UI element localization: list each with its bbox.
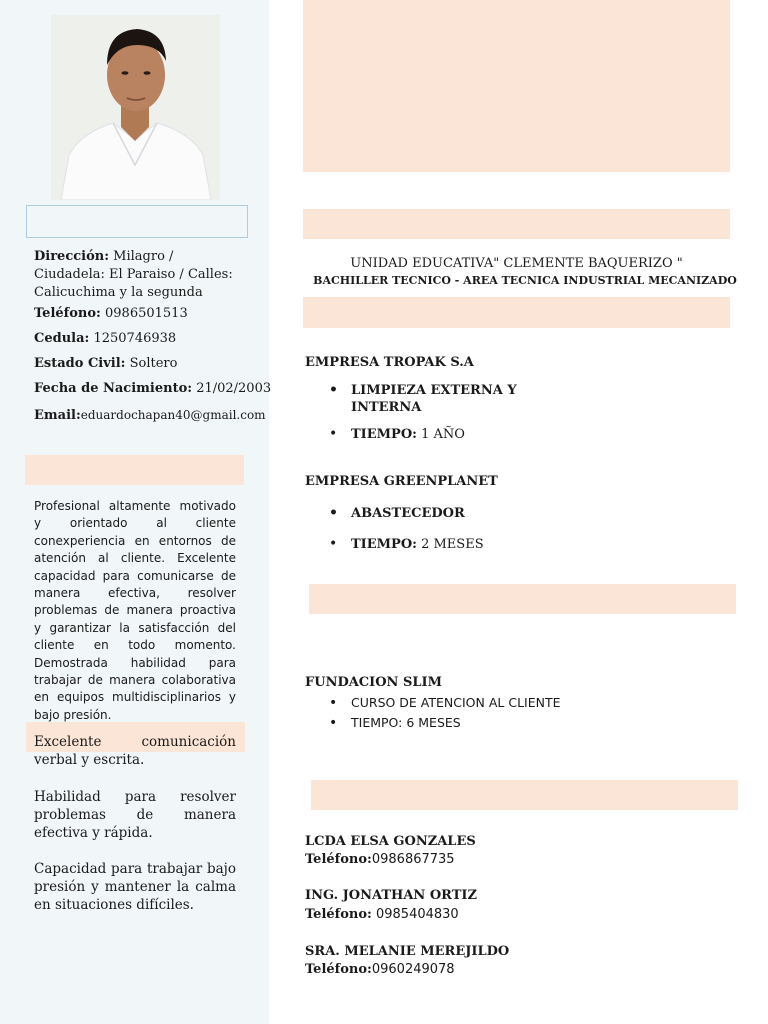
civil-status-value: Soltero xyxy=(129,356,178,371)
duty-item xyxy=(307,505,527,522)
reference-phone-line xyxy=(305,906,459,924)
profile-photo xyxy=(51,15,220,200)
reference-name: ING. JONATHAN ORTIZ xyxy=(305,888,477,903)
phone-value: 0986501513 xyxy=(105,306,188,321)
course-organization: FUNDACION SLIM xyxy=(305,675,442,690)
phone-line xyxy=(34,305,188,323)
reference-phone: 0960249078 xyxy=(371,962,455,977)
profile-summary: Profesional altamente motivado y orientado al cliente conexperiencia en entornos de atención al cliente. Excelente capacidad para comunicarse de manera efectiva, resolver problemas de manera proactiva y garantizar la satisfacción del cliente en todo momento. Demostrada habilidad para trabajar de manera colaborativa en equipos multidisciplinarios y bajo presión. xyxy=(34,499,236,722)
reference-name: LCDA ELSA GONZALES xyxy=(305,834,476,849)
reference-phone: 0985404830 xyxy=(371,907,459,922)
address-value: Milagro / Ciudadela: El Paraiso / Calles: Calicuchima y la segunda xyxy=(34,249,233,300)
duty-value: 1 AÑO xyxy=(421,427,465,442)
course-list xyxy=(307,693,607,733)
education-header-bar xyxy=(303,209,730,239)
duty-label: TIEMPO: xyxy=(351,537,417,552)
skill-item: Habilidad para resolver problemas de manera efectiva y rápida. xyxy=(34,789,236,841)
reference-phone-label: Teléfono: xyxy=(305,907,372,922)
reference-phone-line xyxy=(305,961,455,979)
reference-phone-label: Teléfono: xyxy=(305,962,372,977)
email-line xyxy=(34,406,266,425)
duty-item xyxy=(307,382,527,416)
duty-item xyxy=(307,426,527,443)
skill-item: Excelente comunicación verbal y escrita. xyxy=(34,734,236,768)
duty-label: ABASTECEDOR xyxy=(351,506,465,521)
reference-name: SRA. MELANIE MEREJILDO xyxy=(305,944,510,959)
reference-phone-line xyxy=(305,851,455,869)
reference-phone-label: Teléfono: xyxy=(305,852,372,867)
id-value: 1250746938 xyxy=(93,331,177,346)
course-item: • CURSO DE ATENCION AL CLIENTE xyxy=(307,693,607,713)
email-value: eduardochapan40@gmail.com xyxy=(80,408,266,422)
address-label: Dirección: xyxy=(34,249,110,264)
person-portrait-icon xyxy=(51,15,220,200)
degree-title: BACHILLER TECNICO - AREA TECNICA INDUSTRIAL MECANIZADO xyxy=(313,274,737,287)
address-line xyxy=(34,248,248,302)
phone-label: Teléfono: xyxy=(34,306,101,321)
school-name: UNIDAD EDUCATIVA" CLEMENTE BAQUERIZO " xyxy=(350,256,683,271)
duty-label: TIEMPO: xyxy=(351,427,417,442)
birth-date-label: Fecha de Nacimiento: xyxy=(34,381,193,396)
courses-header-bar xyxy=(309,584,736,614)
references-header-bar xyxy=(311,780,738,810)
birth-date-value: 21/02/2003 xyxy=(196,381,272,396)
duty-item xyxy=(307,536,527,553)
experience-header-bar xyxy=(303,297,730,328)
id-line xyxy=(34,330,176,348)
company-duties-list xyxy=(307,505,527,553)
course-item: • TIEMPO: 6 MESES xyxy=(307,713,607,733)
sidebar-header-bar xyxy=(26,205,248,238)
duty-label: LIMPIEZA EXTERNA Y INTERNA xyxy=(351,383,517,415)
name-header-block xyxy=(303,0,730,172)
profile-header-bar xyxy=(25,455,244,485)
birth-date-line xyxy=(34,380,271,398)
email-label: Email: xyxy=(34,408,81,423)
civil-status-label: Estado Civil: xyxy=(34,356,126,371)
reference-phone: 0986867735 xyxy=(371,852,455,867)
civil-status-line xyxy=(34,355,177,373)
skill-item: Capacidad para trabajar bajo presión y mantener la calma en situaciones difíciles. xyxy=(34,861,236,913)
company-name: EMPRESA TROPAK S.A xyxy=(305,355,474,370)
duty-value: 2 MESES xyxy=(421,537,484,552)
id-label: Cedula: xyxy=(34,331,90,346)
company-name: EMPRESA GREENPLANET xyxy=(305,474,498,489)
company-duties-list xyxy=(307,382,527,443)
